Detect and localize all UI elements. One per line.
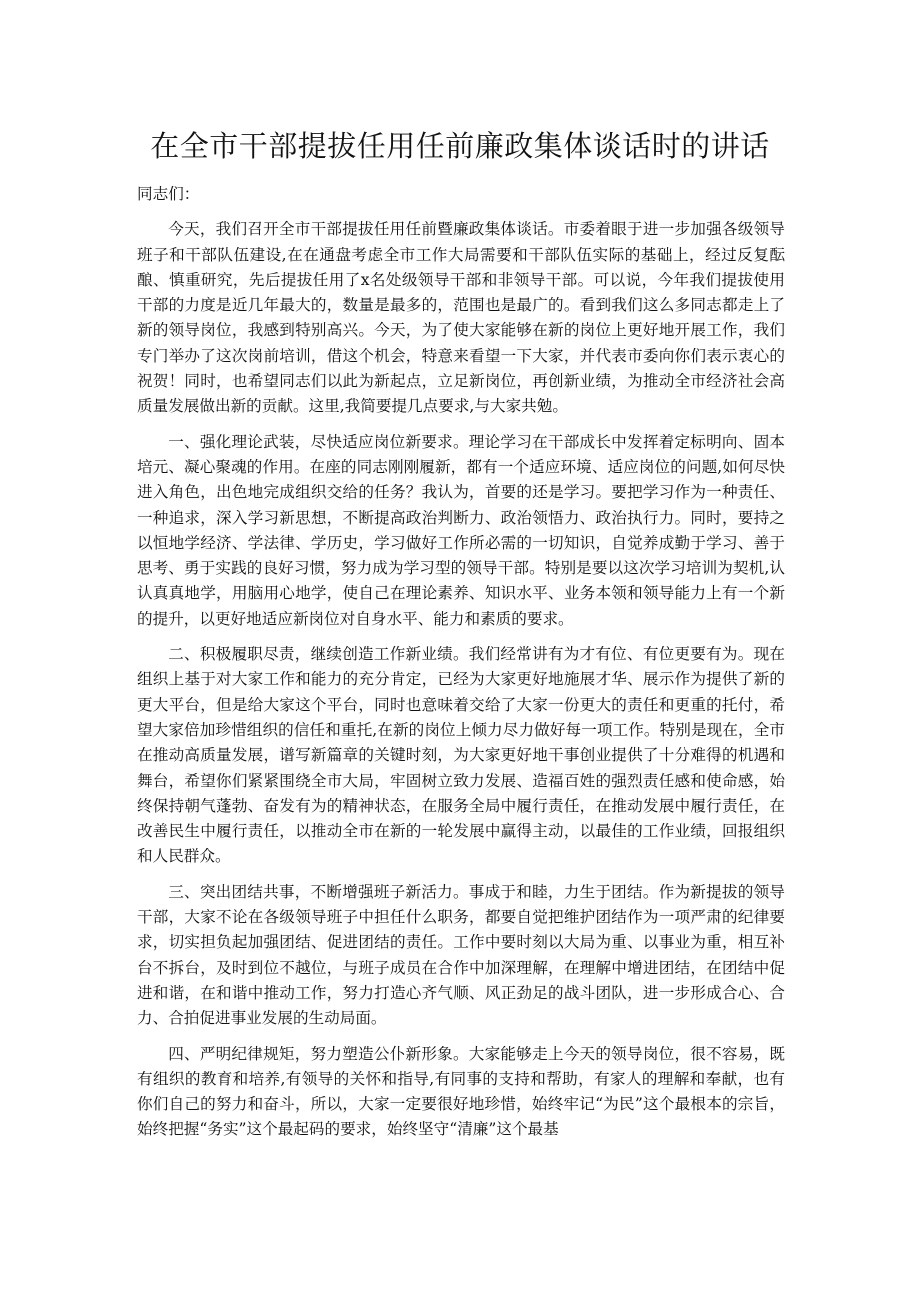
paragraph-point-3: 三、突出团结共事，不断增强班子新活力。事成于和睦，力生于团结。作为新提拔的领导干部，大家不论在各级领导班子中担任什么职务，都要自觉把维护团结作为一项严肃的纪律要求，切实担负起加强团结、促进团结的责任。工作中要时刻以大局为重、以事业为重，相互补台不拆台，及时到位不越位，与班子成员在合作中加深理解，在理解中增进团结，在团结中促进和谐，在和谐中推动工作，努力打造心齐气顺、风正劲足的战斗团队，进一步形成合心、合力、合拍促进事业发展的生动局面。 — [137, 882, 785, 1028]
salutation: 同志们： — [137, 185, 200, 203]
document-body — [137, 182, 785, 1153]
paragraph-point-2: 二、积极履职尽责，继续创造工作新业绩。我们经常讲有为才有位、有位更要有为。现在组织上基于对大家工作和能力的充分肯定，已经为大家更好地施展才华、展示作为提供了新的更大平台，但是给大家这个平台，同时也意味着交给了大家一份更大的责任和更重的托付，希望大家倍加珍惜组织的信任和重托,在新的岗位上倾力尽力做好每一项工作。特别是现在，全市在推动高质量发展，谱写新篇章的关键时刻，为大家更好地干事创业提供了十分难得的机遇和舞台，希望你们紧紧围绕全市大局，牢固树立致力发展、造福百姓的强烈责任感和使命感，始终保持朝气蓬勃、奋发有为的精神状态，在服务全局中履行责任，在推动发展中履行责任，在改善民生中履行责任，以推动全市在新的一轮发展中赢得主动，以最佳的工作业绩，回报组织和人民群众。 — [137, 645, 785, 866]
paragraph-point-1: 一、强化理论武装，尽快适应岗位新要求。理论学习在干部成长中发挥着定标明向、固本培元、凝心聚魂的作用。在座的同志刚刚履新，都有一个适应环境、适应岗位的问题,如何尽快进入角色，出色地完成组织交给的任务？我认为，首要的还是学习。要把学习作为一种责任、一种追求，深入学习新思想，不断提高政治判断力、政治领悟力、政治执行力。同时，要持之以恒地学经济、学法律、学历史，学习做好工作所必需的一切知识，自觉养成勤于学习、善于思考、勇于实践的良好习惯，努力成为学习型的领导干部。特别是要以这次学习培训为契机,认认真真地学，用脑用心地学，使自己在理论素养、知识水平、业务本领和领导能力上有一个新的提升，以更好地适应新岗位对自身水平、能力和素质的要求。 — [137, 432, 785, 628]
paragraph-intro: 今天，我们召开全市干部提拔任用任前暨廉政集体谈话。市委着眼于进一步加强各级领导班子和干部队伍建设,在在通盘考虑全市工作大局需要和干部队伍实际的基础上，经过反复酝酿、慎重研究，先后提拔任用了x名处级领导干部和非领导干部。可以说，今年我们提拔使用干部的力度是近几年最大的，数量是最多的，范围也是最广的。看到我们这么多同志都走上了新的领导岗位，我感到特别高兴。今天，为了使大家能够在新的岗位上更好地开展工作，我们专门举办了这次岗前培训，借这个机会，特意来看望一下大家，并代表市委向你们表示衷心的祝贺！同时，也希望同志们以此为新起点，立足新岗位，再创新业绩，为推动全市经济社会高质量发展做出新的贡献。这里,我简要提几点要求,与大家共勉。 — [137, 220, 785, 416]
document-title: 在全市干部提拔任用任前廉政集体谈话时的讲话 — [150, 129, 770, 163]
paragraph-point-4: 四、严明纪律规矩，努力塑造公仆新形象。大家能够走上今天的领导岗位，很不容易，既有组织的教育和培养,有领导的关怀和指导,有同事的支持和帮助，有家人的理解和奉献，也有你们自己的努力和奋斗，所以，大家一定要很好地珍惜，始终牢记“为民”这个最根本的宗旨，始终把握“务实”这个最起码的要求，始终坚守“清廉”这个最基 — [137, 1044, 785, 1139]
